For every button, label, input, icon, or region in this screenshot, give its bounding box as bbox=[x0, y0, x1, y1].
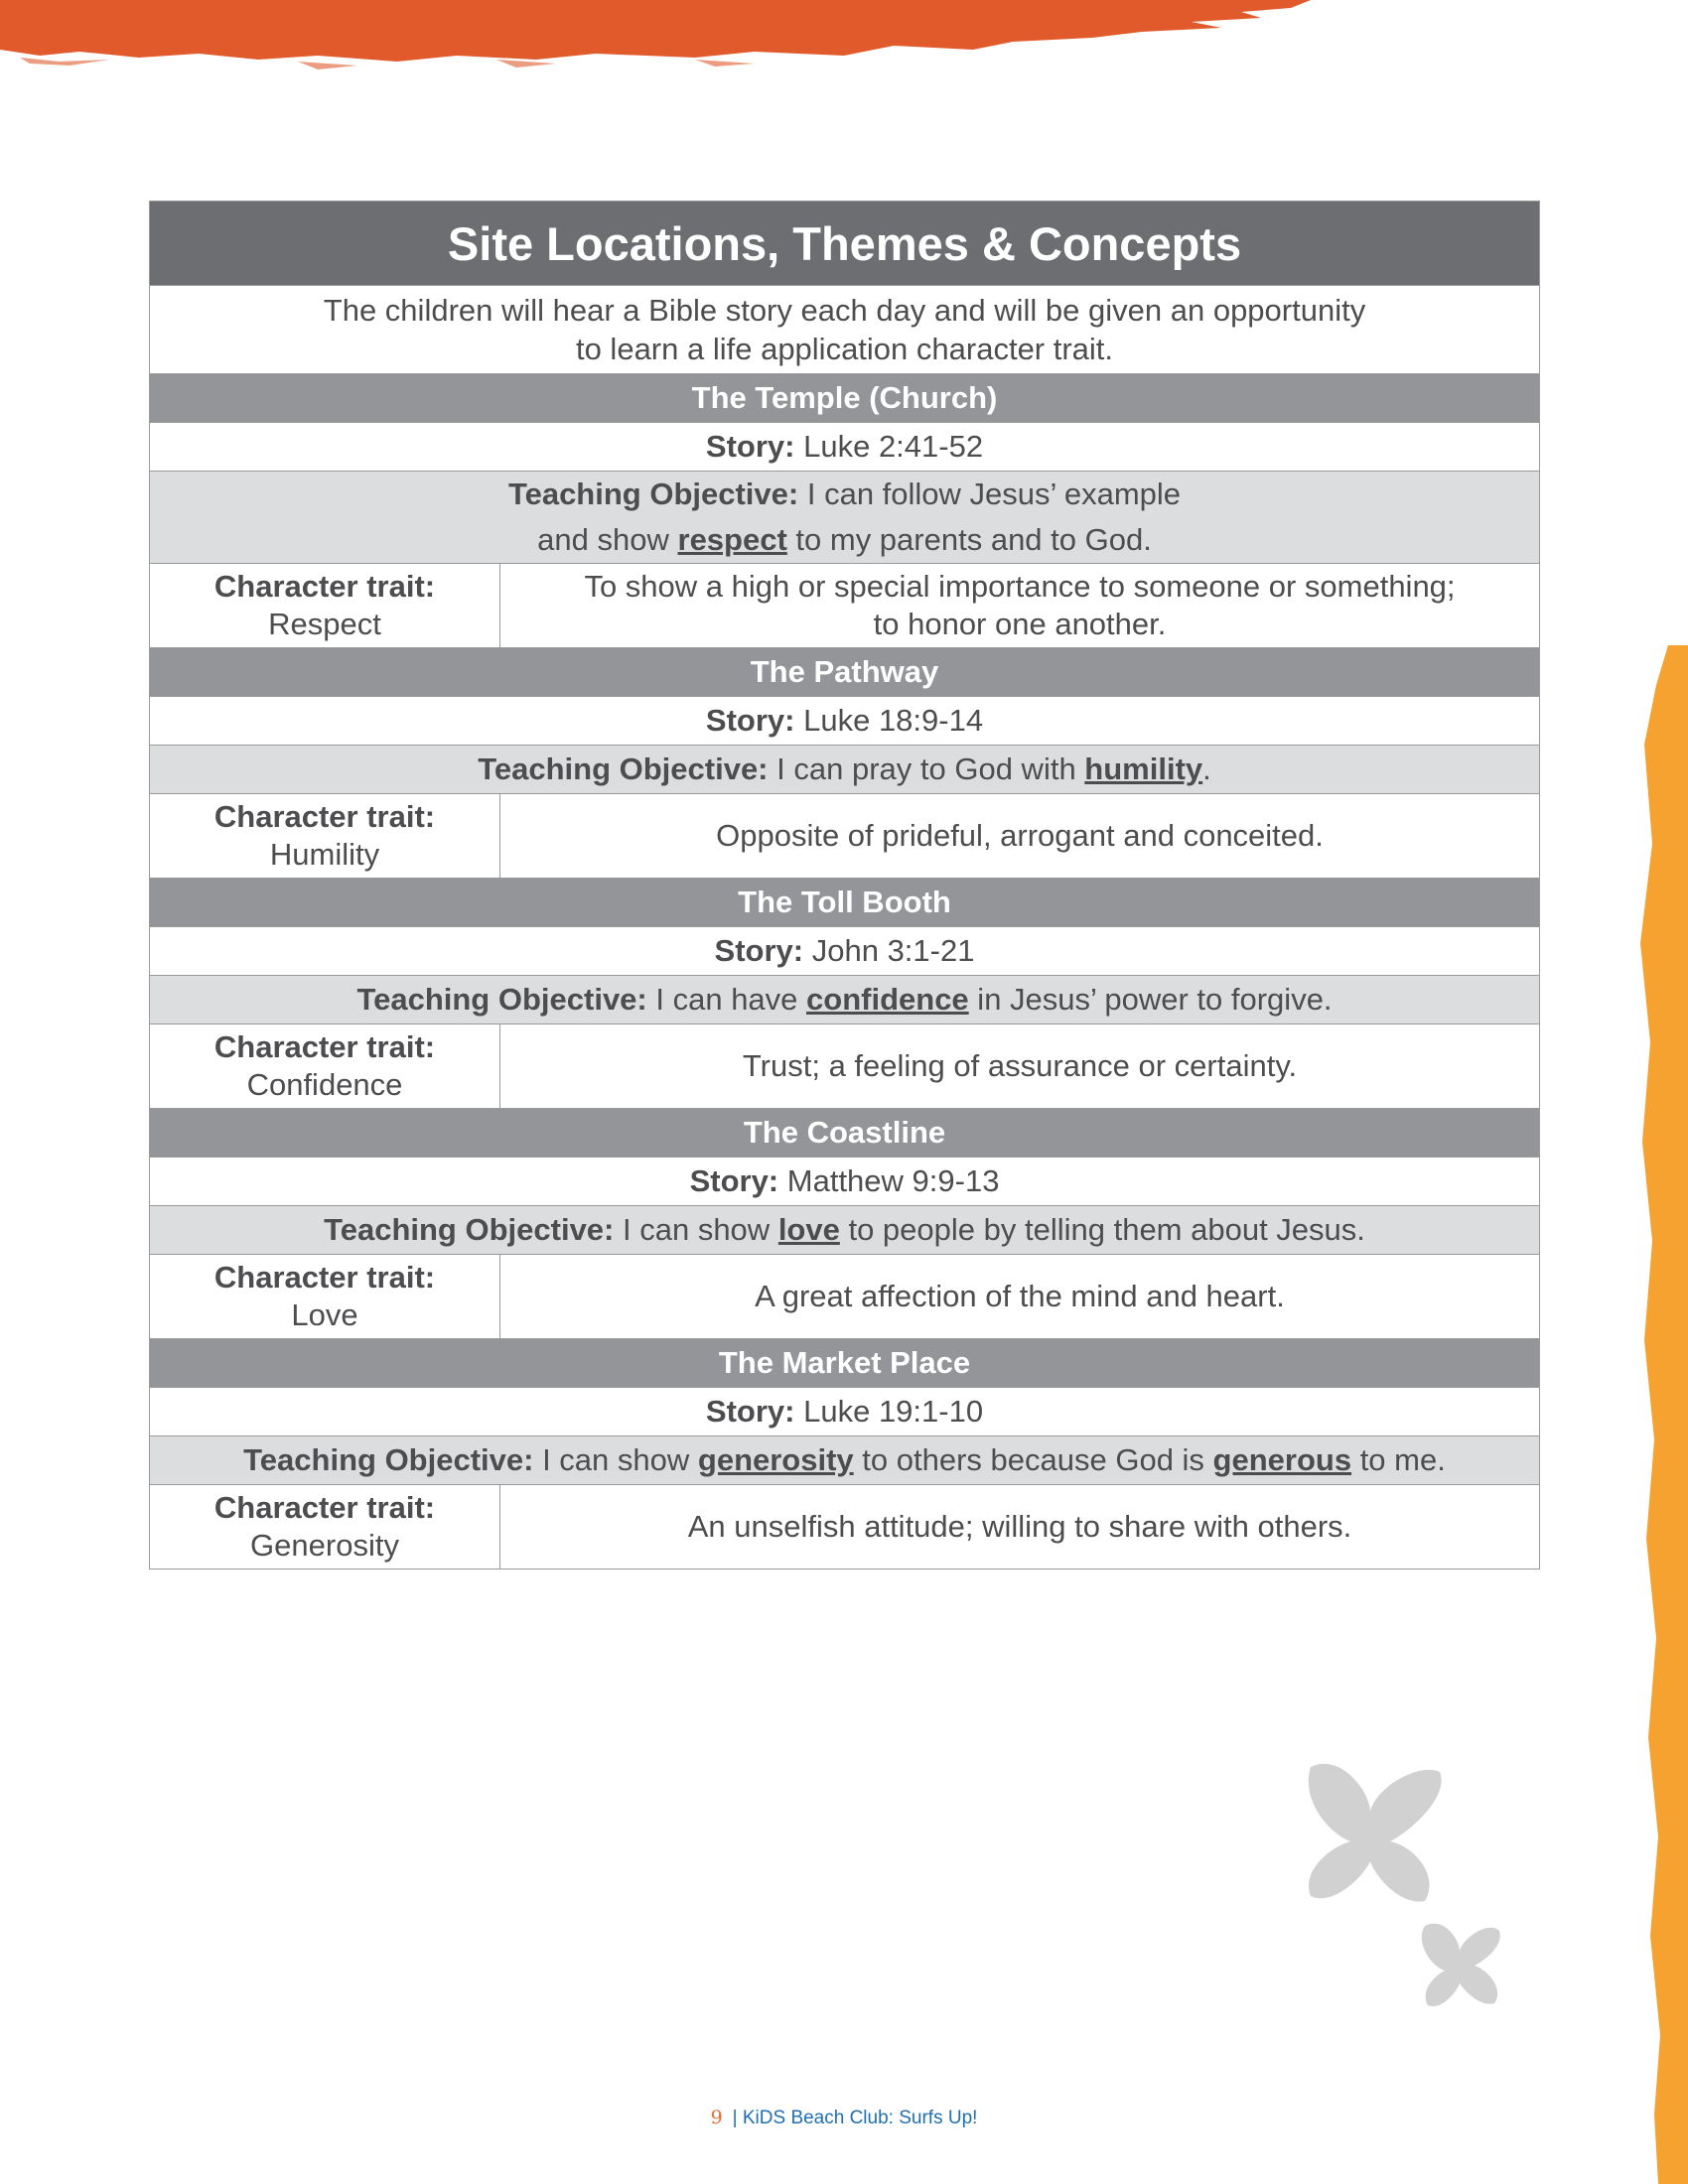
story-label: Story: bbox=[705, 429, 795, 464]
location-header: The Temple (Church) bbox=[150, 374, 1540, 423]
teaching-objective-row bbox=[150, 1436, 1540, 1485]
objective-label: Teaching Objective: bbox=[356, 982, 647, 1017]
trait-name: Love bbox=[291, 1297, 358, 1332]
trait-definition: A great affection of the mind and heart. bbox=[500, 1255, 1540, 1339]
story-reference: John 3:1-21 bbox=[811, 933, 975, 968]
objective-text: I can have bbox=[655, 982, 807, 1017]
objective-text: to my parents and to God. bbox=[786, 522, 1152, 557]
location-header: The Market Place bbox=[150, 1339, 1540, 1388]
story-label: Story: bbox=[689, 1163, 779, 1198]
story-label: Story: bbox=[705, 703, 795, 738]
story-label: Story: bbox=[714, 933, 804, 968]
trait-label: Character trait: bbox=[213, 569, 436, 604]
objective-keyword: humility bbox=[1084, 751, 1203, 786]
page-footer bbox=[0, 2107, 1688, 2129]
teaching-objective-row bbox=[150, 746, 1540, 794]
trait-label: Character trait: bbox=[213, 1260, 436, 1295]
trait-definition: Trust; a feeling of assurance or certainty. bbox=[500, 1024, 1540, 1109]
objective-label: Teaching Objective: bbox=[324, 1212, 615, 1247]
story-reference: Luke 19:1-10 bbox=[803, 1394, 984, 1429]
page-number: 9 bbox=[710, 2107, 723, 2128]
objective-label: Teaching Objective: bbox=[507, 477, 799, 511]
objective-keyword: confidence bbox=[806, 982, 969, 1017]
objective-text: I can pray to God with bbox=[776, 751, 1085, 786]
location-header: The Pathway bbox=[150, 648, 1540, 697]
story-row bbox=[150, 927, 1540, 976]
story-row bbox=[150, 423, 1540, 472]
objective-text: . bbox=[1202, 751, 1211, 786]
table-title: Site Locations, Themes & Concepts bbox=[150, 202, 1540, 286]
objective-keyword: generosity bbox=[697, 1442, 854, 1477]
objective-text: and show bbox=[537, 522, 678, 557]
location-header: The Toll Booth bbox=[150, 879, 1540, 927]
character-trait-cell bbox=[150, 1485, 500, 1570]
definition-text: to honor one another. bbox=[873, 607, 1167, 641]
objective-label: Teaching Objective: bbox=[243, 1442, 534, 1477]
objective-keyword: respect bbox=[677, 522, 787, 557]
teaching-objective-row bbox=[150, 1206, 1540, 1255]
story-row bbox=[150, 1158, 1540, 1206]
story-reference: Matthew 9:9-13 bbox=[786, 1163, 1000, 1198]
objective-label: Teaching Objective: bbox=[478, 751, 769, 786]
trait-definition: Opposite of prideful, arrogant and conceited. bbox=[500, 794, 1540, 879]
trait-name: Generosity bbox=[250, 1528, 399, 1563]
footer-text: | KiDS Beach Club: Surfs Up! bbox=[732, 2108, 978, 2128]
story-row bbox=[150, 697, 1540, 746]
teaching-objective-row bbox=[150, 472, 1540, 564]
objective-text: I can show bbox=[542, 1442, 698, 1477]
objective-text: to people by telling them about Jesus. bbox=[839, 1212, 1365, 1247]
trait-name: Humility bbox=[269, 837, 380, 872]
character-trait-cell bbox=[150, 564, 500, 648]
objective-text: I can follow Jesus’ example bbox=[806, 477, 1182, 511]
teaching-objective-row bbox=[150, 976, 1540, 1024]
objective-text: I can show bbox=[623, 1212, 778, 1247]
trait-label: Character trait: bbox=[213, 1029, 436, 1064]
objective-text: in Jesus’ power to forgive. bbox=[968, 982, 1333, 1017]
intro-text bbox=[150, 286, 1540, 374]
story-row bbox=[150, 1388, 1540, 1436]
site-locations-table bbox=[149, 201, 1540, 1570]
story-reference: Luke 2:41-52 bbox=[803, 429, 984, 464]
trait-definition bbox=[500, 564, 1540, 648]
trait-label: Character trait: bbox=[213, 1490, 436, 1525]
character-trait-cell bbox=[150, 1024, 500, 1109]
objective-keyword: generous bbox=[1212, 1442, 1352, 1477]
orange-brush-stroke bbox=[0, 0, 1311, 89]
objective-text: to me. bbox=[1351, 1442, 1446, 1477]
story-reference: Luke 18:9-14 bbox=[803, 703, 984, 738]
definition-text: To show a high or special importance to someone or something; bbox=[584, 569, 1456, 604]
location-header: The Coastline bbox=[150, 1109, 1540, 1158]
character-trait-cell bbox=[150, 794, 500, 879]
trait-name: Confidence bbox=[246, 1067, 403, 1102]
story-label: Story: bbox=[705, 1394, 795, 1429]
trait-definition: An unselfish attitude; willing to share with others. bbox=[500, 1485, 1540, 1570]
character-trait-cell bbox=[150, 1255, 500, 1339]
trait-name: Respect bbox=[268, 607, 381, 641]
yellow-brush-stroke bbox=[1638, 645, 1688, 2184]
objective-keyword: love bbox=[777, 1212, 840, 1247]
grey-x-sparkle-icon bbox=[1301, 1757, 1519, 2015]
intro-line-2: to learn a life application character trait. bbox=[575, 332, 1114, 366]
trait-label: Character trait: bbox=[213, 799, 436, 834]
objective-text: to others because God is bbox=[853, 1442, 1213, 1477]
intro-line-1: The children will hear a Bible story each day and will be given an opportunity bbox=[323, 293, 1366, 328]
